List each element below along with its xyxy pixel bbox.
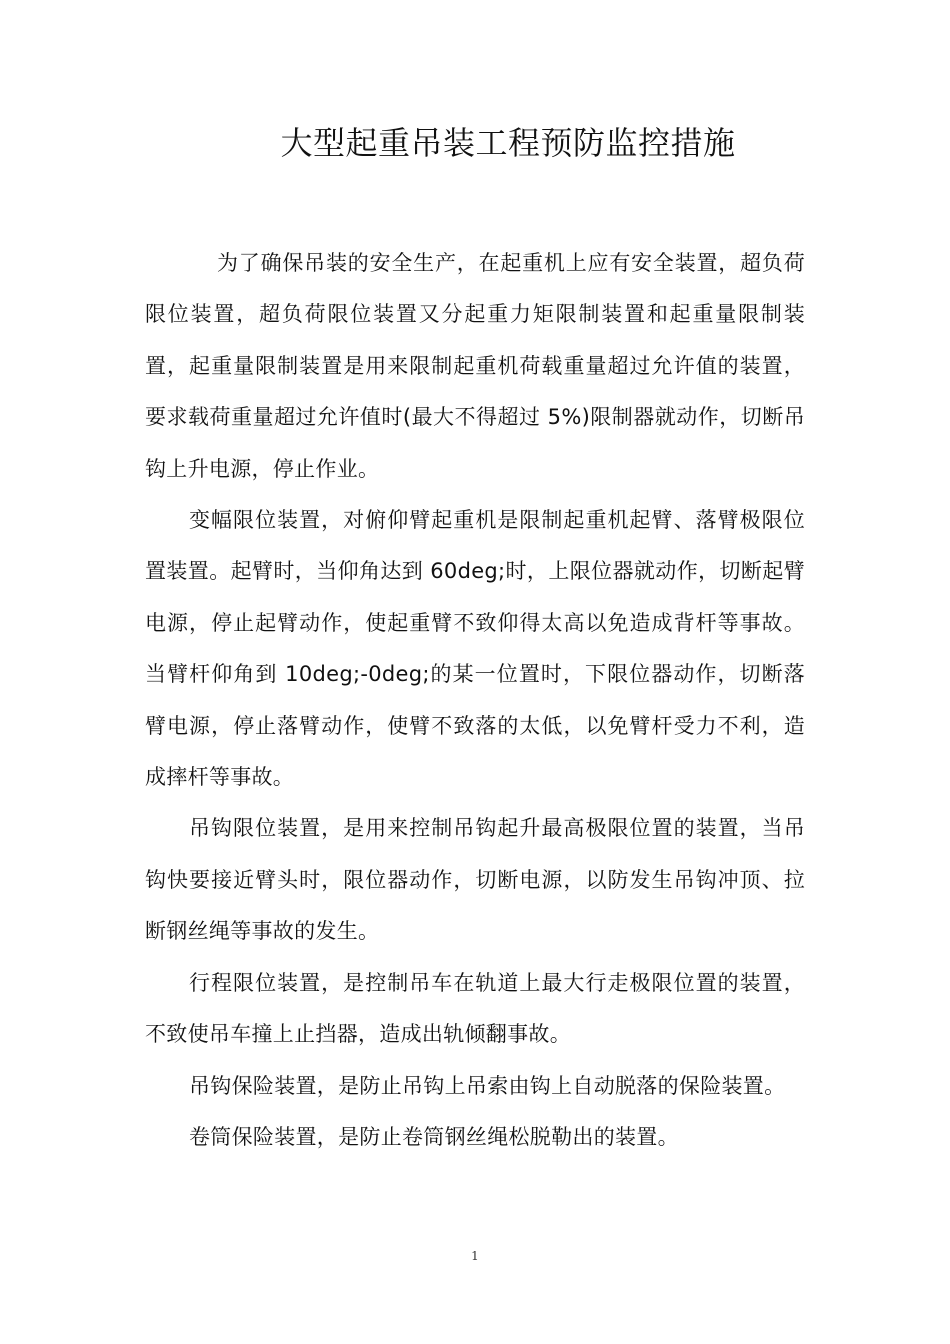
- paragraph-drum-safety: 卷筒保险装置，是防止卷筒钢丝绳松脱勒出的装置。: [189, 1124, 679, 1149]
- document-body: [145, 238, 805, 1163]
- paragraph-hook-limiter: 吊钩限位装置，是用来控制吊钩起升最高极限位置的装置，当吊钩快要接近臂头时，限位器动作，切断电源，以防发生吊钩冲顶、拉断钢丝绳等事故的发生。: [145, 816, 805, 944]
- document-title: 大型起重吊装工程预防监控措施: [280, 124, 736, 162]
- paragraph-overload-limiter: 为了确保吊装的安全生产，在起重机上应有安全装置，超负荷限位装置，超负荷限位装置又分起重力矩限制装置和起重量限制装置，起重量限制装置是用来限制起重机荷载重量超过允许值的装置，要求载荷重量超过允许值时(最大不得超过 5%)限制器就动作，切断吊钩上升电源，停止作业。: [145, 251, 805, 481]
- page-number: 1: [471, 1249, 479, 1263]
- paragraph-luffing-limiter: 变幅限位装置，对俯仰臂起重机是限制起重机起臂、落臂极限位置装置。起臂时，当仰角达到 60deg;时，上限位器就动作，切断起臂电源，停止起臂动作，使起重臂不致仰得太高以免造成背杆等事故。当臂杆仰角到 10deg;-0deg;的某一位置时，下限位器动作，切断落臂电源，停止落臂动作，使臂不致落的太低，以免臂杆受力不利，造成摔杆等事故。: [145, 508, 805, 790]
- paragraph-hook-safety: 吊钩保险装置，是防止吊钩上吊索由钩上自动脱落的保险装置。: [189, 1073, 786, 1098]
- paragraph-travel-limiter: 行程限位装置，是控制吊车在轨道上最大行走极限位置的装置，不致使吊车撞上止挡器，造成出轨倾翻事故。: [145, 970, 805, 1047]
